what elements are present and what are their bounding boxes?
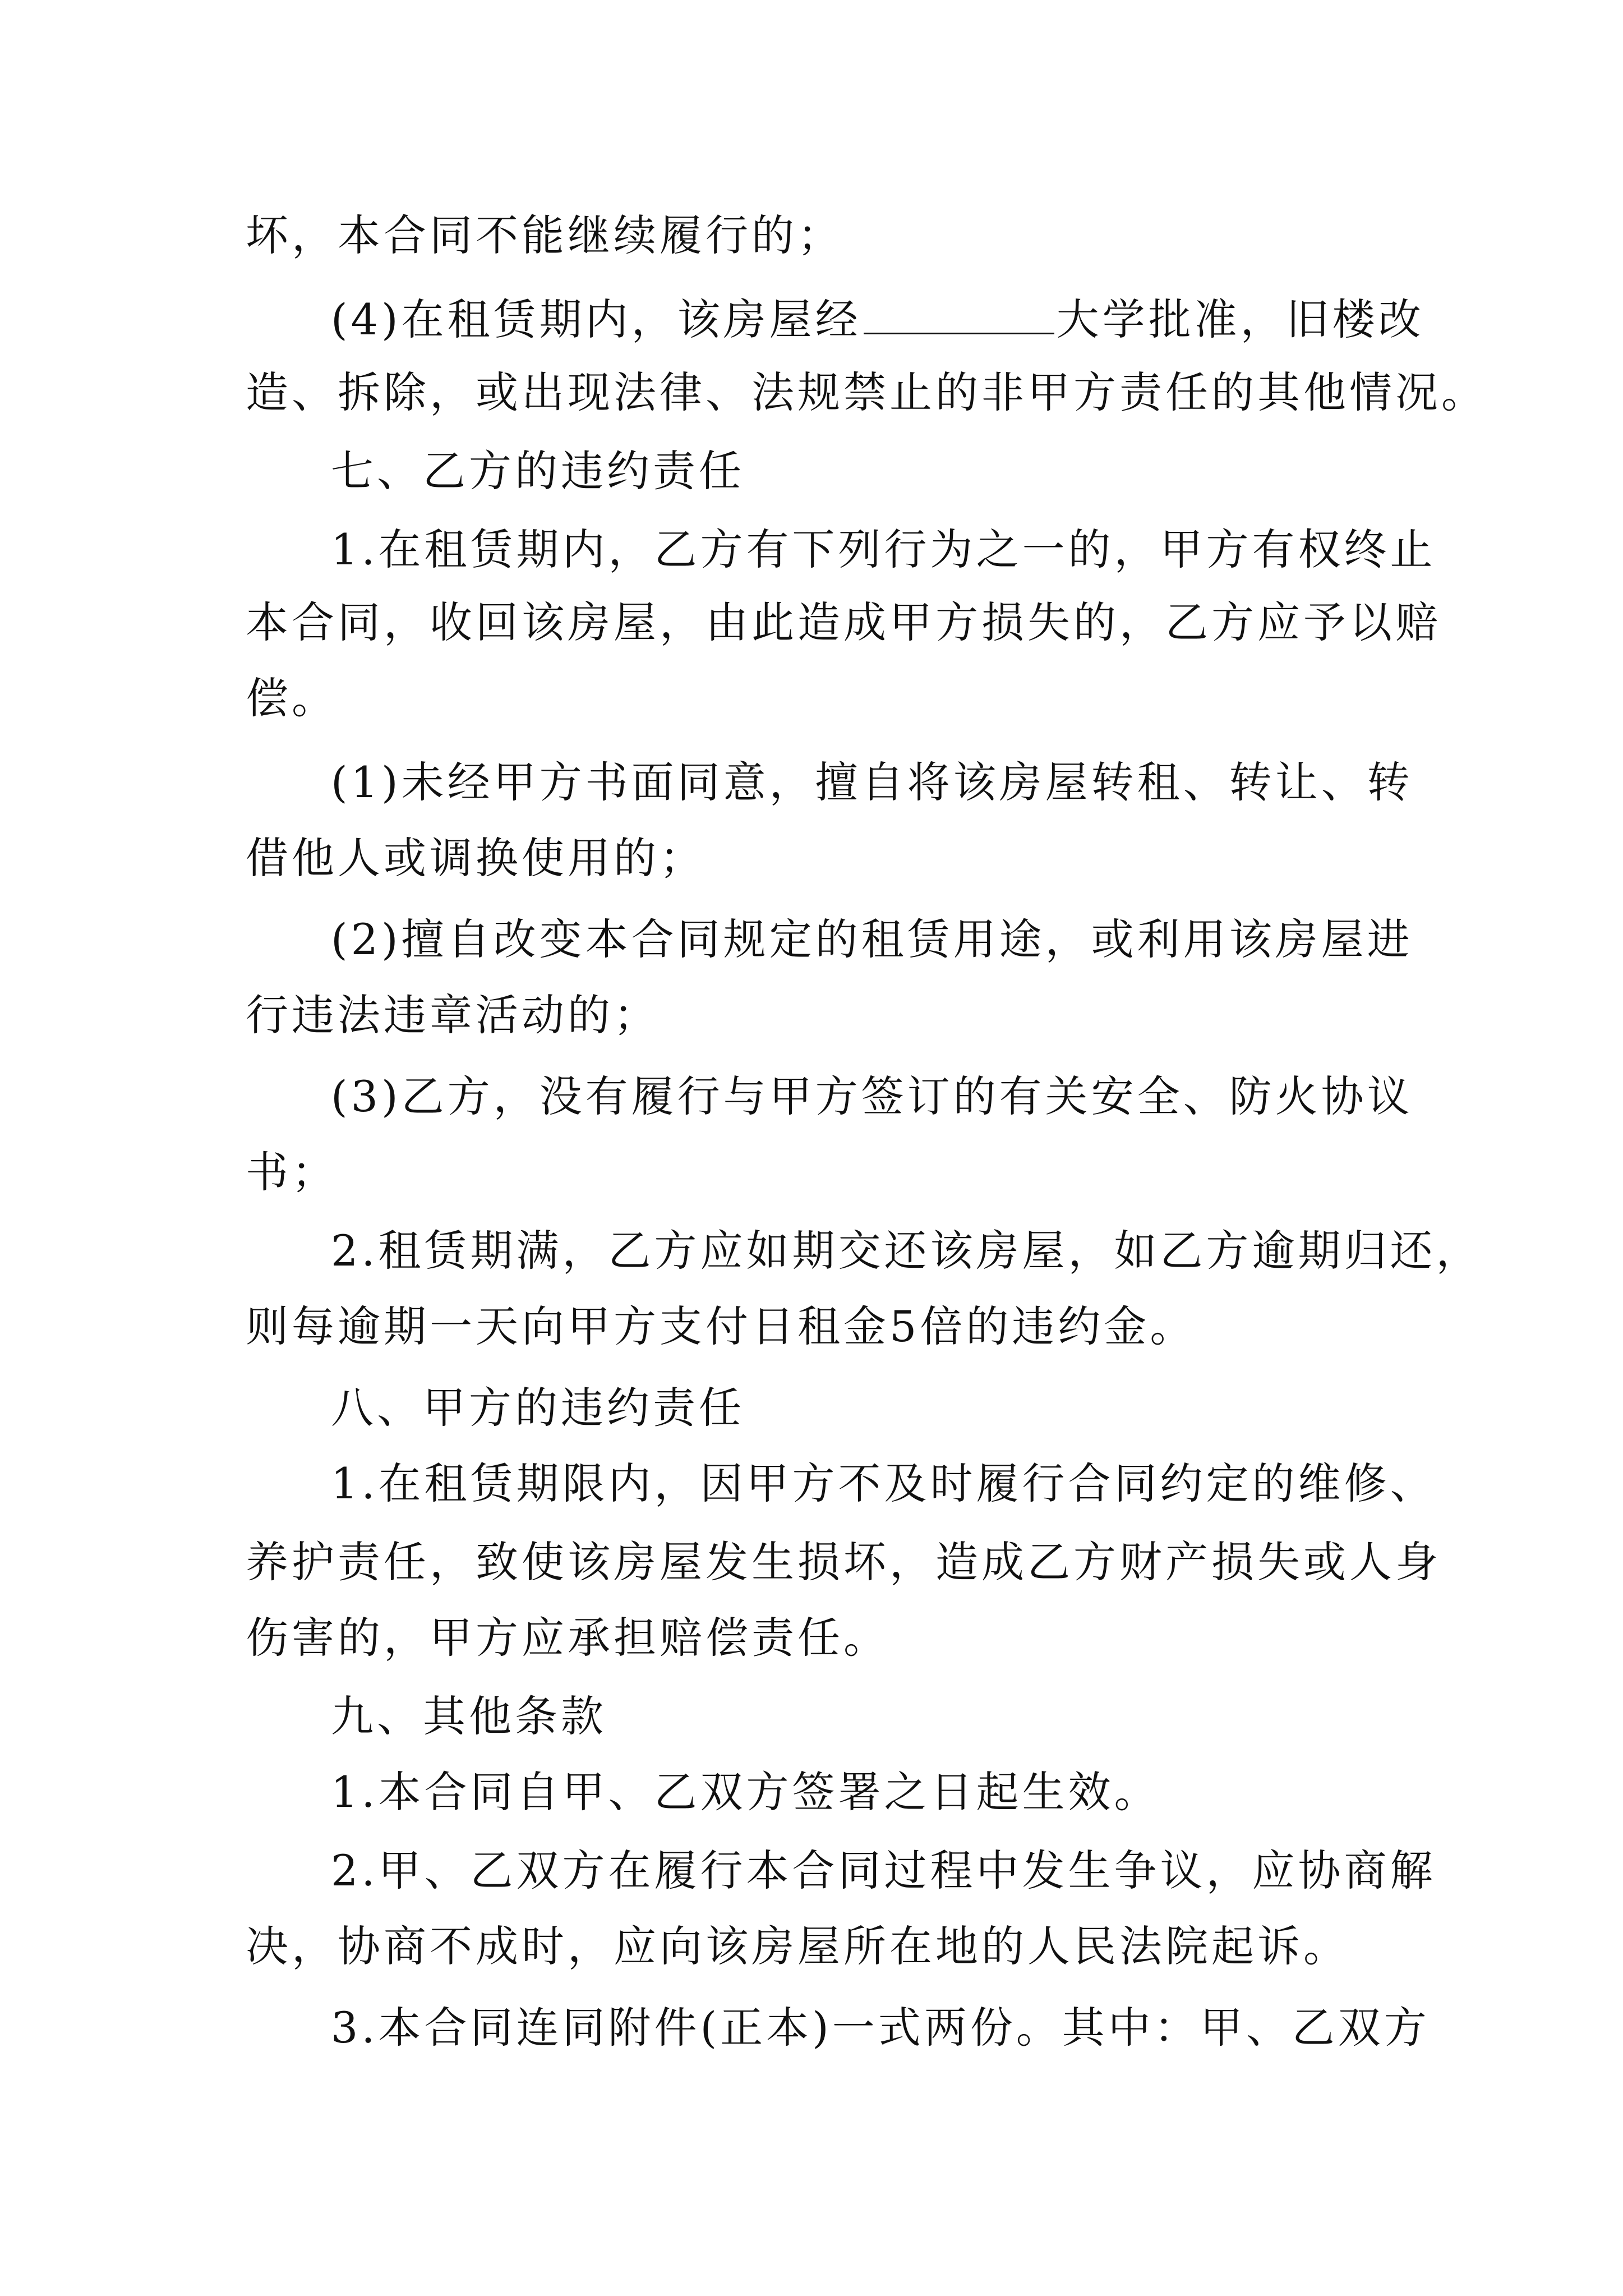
section-heading: 九、其他条款 [331,1691,607,1741]
text-line: 本合同，收回该房屋，由此造成甲方损失的，乙方应予以赔 [246,597,1441,647]
text-line: 1.本合同自甲、乙双方签署之日起生效。 [331,1767,1160,1817]
section-heading: 七、乙方的违约责任 [331,446,745,496]
text-line: 伤害的，甲方应承担赔偿责任。 [246,1613,889,1663]
text-line [331,292,1424,348]
text-line: 3.本合同连同附件(正本)一式两份。其中：甲、乙双方 [331,2003,1430,2053]
text-line: 1.在租赁期内，乙方有下列行为之一的，甲方有权终止 [331,524,1436,574]
fill-in-blank [864,299,1054,334]
text-line: 则每逾期一天向甲方支付日租金5倍的违约金。 [246,1301,1196,1351]
text-segment: 大学批准，旧楼改 [1056,295,1424,344]
text-line: (2)擅自改变本合同规定的租赁用途，或利用该房屋进 [331,914,1413,964]
text-line: (1)未经甲方书面同意，擅自将该房屋转租、转让、转 [331,757,1413,807]
text-line: 行违法违章活动的； [246,990,660,1040]
text-line: (3)乙方，没有履行与甲方签订的有关安全、防火协议 [331,1071,1413,1121]
text-line: 养护责任，致使该房屋发生损坏，造成乙方财产损失或人身 [246,1537,1441,1587]
section-heading: 八、甲方的违约责任 [331,1383,745,1433]
text-line: 1.在租赁期限内，因甲方不及时履行合同约定的维修、 [331,1458,1436,1508]
text-line: 2.甲、乙双方在履行本合同过程中发生争议，应协商解 [331,1846,1436,1895]
text-line: 偿。 [246,673,338,723]
text-line: 2.租赁期满，乙方应如期交还该房屋，如乙方逾期归还， [331,1226,1482,1276]
text-line: 造、拆除，或出现法律、法规禁止的非甲方责任的其他情况。 [246,367,1487,417]
text-line: 决，协商不成时，应向该房屋所在地的人民法院起诉。 [246,1921,1349,1971]
text-line: 坏，本合同不能继续履行的； [246,210,843,260]
text-line: 书； [246,1147,338,1197]
text-line: 借他人或调换使用的； [246,833,706,883]
text-segment: (4)在租赁期内，该房屋经 [331,295,861,344]
